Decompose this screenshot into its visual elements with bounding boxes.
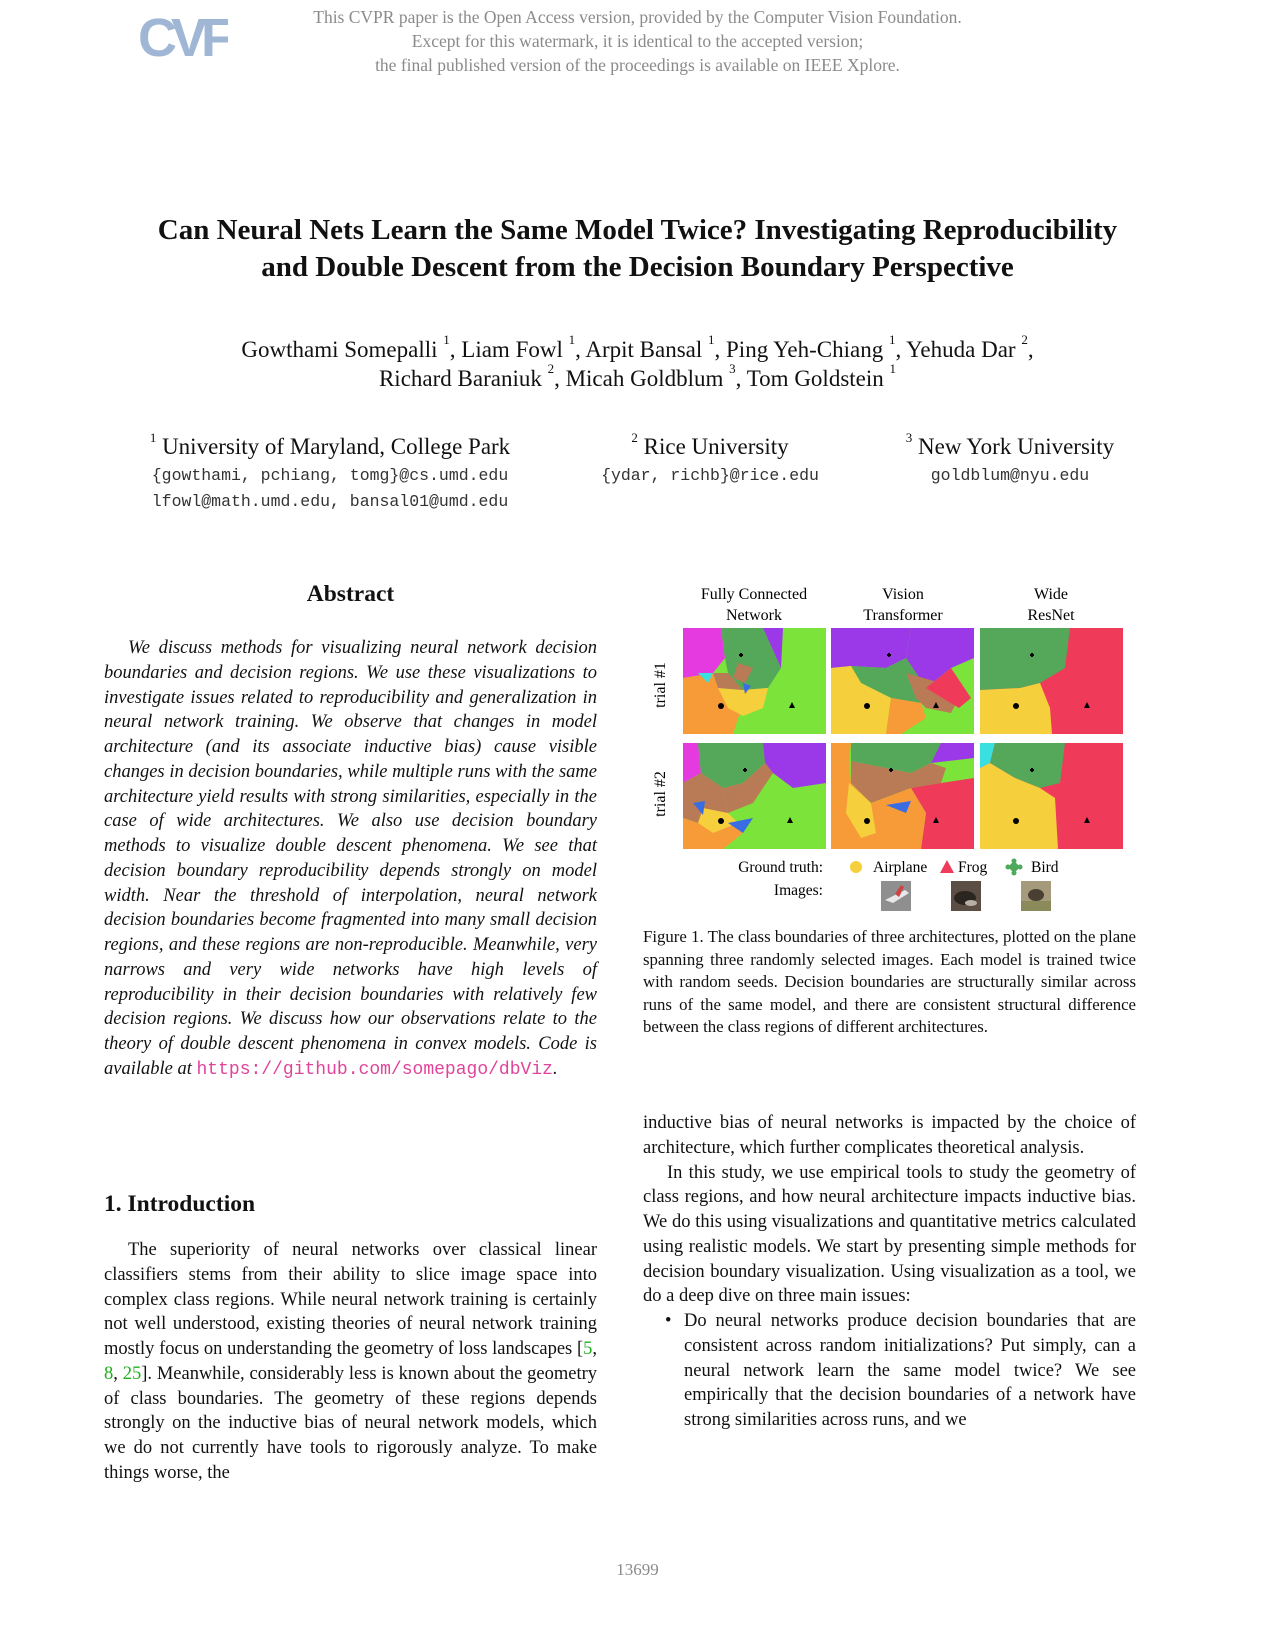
- airplane-thumbnail: [881, 881, 911, 911]
- bullet-mark: •: [665, 1311, 672, 1331]
- decision-region-panel: [980, 628, 1123, 734]
- figure-1: [643, 585, 1143, 915]
- column-header-line: Network: [726, 607, 782, 624]
- email: goldblum@nyu.edu: [930, 466, 1090, 485]
- frog-thumbnail: [951, 881, 981, 911]
- title-line: Can Neural Nets Learn the Same Model Twice? Investigating Reproducibility: [157, 214, 1118, 246]
- decision-region-panel: [683, 628, 826, 734]
- author-line: [60, 361, 1215, 393]
- legend-marker-bird: [1006, 859, 1023, 876]
- page-number: 13699: [616, 1560, 659, 1579]
- column-header-line: ResNet: [1027, 607, 1075, 624]
- images-label: Images:: [773, 882, 823, 899]
- affiliation-name: University of Maryland, College Park: [162, 434, 511, 459]
- decision-region-panel: [980, 743, 1123, 849]
- paragraph: In this study, we use empirical tools to study the geometry of class regions, and how neural architecture impacts inductive bias. We do this using visualizations and quantitative metrics calculated using realistic models. We start by presenting simple methods for decision boundary visualization. Using visualization as a tool, we do a deep dive on three main issues:: [643, 1162, 1136, 1307]
- figure-caption: Figure 1. The class boundaries of three architectures, plotted on the plane spanning three randomly selected images. Each model is trained twice with random seeds. Decision boundaries are structurally similar across runs of the same model, and there are consistent structural difference between the class regions of different architectures.: [643, 927, 1136, 1036]
- paper-title: [60, 212, 1215, 286]
- code-link[interactable]: https://github.com/somepago/dbViz: [196, 1059, 553, 1080]
- author: Richard Baraniuk $^2$,: [378, 361, 566, 391]
- legend-item: Frog: [958, 859, 988, 876]
- legend-label: Ground truth:: [738, 859, 823, 876]
- email: lfowl@math.umd.edu, bansal01@umd.edu: [151, 492, 509, 511]
- legend-item: Airplane: [873, 859, 928, 876]
- author: Micah Goldblum $^3$,: [565, 361, 747, 391]
- decision-region-panel: [683, 743, 826, 849]
- column-header-line: Vision: [882, 586, 924, 603]
- citation-link[interactable]: 5: [583, 1339, 593, 1359]
- row-label-trial-1: trial #1: [652, 662, 669, 708]
- citation-link[interactable]: 8: [104, 1363, 114, 1384]
- email: {ydar, richb}@rice.edu: [601, 466, 819, 485]
- author: Arpit Bansal $^1$,: [585, 332, 727, 362]
- citation-link[interactable]: 25: [122, 1363, 142, 1384]
- section-heading: 1. Introduction: [104, 1191, 256, 1217]
- author-line: [60, 332, 1215, 364]
- affiliation-name: New York University: [918, 434, 1115, 459]
- row-label-trial-2: trial #2: [652, 771, 669, 817]
- bullet-item: • Do neural networks produce decision boundaries that are consistent across random initializations? Put simply, can a neural network learn the same model twice? We see empirically that the decision boundaries of a network have strong similarities across runs, and we: [665, 1311, 1136, 1430]
- affiliation-name: Rice University: [643, 434, 789, 459]
- title-line: and Double Descent from the Decision Boundary Perspective: [261, 251, 1014, 283]
- legend-marker-airplane: [850, 861, 862, 873]
- abstract-text: We discuss methods for visualizing neural network decision boundaries and decision regions. We use these visualizations to investigate issues related to reproducibility and generalization in neural network training. We observe that changes in model architecture (and its associate inductive bias) cause visible changes in decision boundaries, while multiple runs with the same architecture yield results with strong similarities, especially in the case of wide architectures. We also use decision boundary methods to visualize double descent phenomena. We see that decision boundary reproducibility depends strongly on model width. Near the threshold of interpolation, neural network decision boundaries become fragmented into many small decision regions, and these regions are non-reproducible. Meanwhile, very narrows and very wide networks have high levels of reproducibility in their decision boundaries with relatively few decision regions. We discuss how our observations relate to the theory of double descent phenomena in convex models. Code is available at https://github.com/somepago/dbViz.: [104, 638, 597, 1080]
- right-column-text: [643, 1111, 1136, 1433]
- column-header-line: Fully Connected: [700, 586, 808, 603]
- intro-paragraph: The superiority of neural networks over classical linear classifiers stems from their ability to slice image space into complex class regions. While neural network training is certainly not well understood, existing theories of neural network training mostly focus on understanding the geometry of loss landscapes [5, 8, 25]. Meanwhile, considerably less is known about the geometry of class boundaries. The geometry of these regions depends strongly on the inductive bias of neural network models, which we do not currently have tools to rigorously analyze. To make things worse, the: [104, 1240, 597, 1483]
- watermark-line: the final published version of the proceedings is available on IEEE Xplore.: [375, 55, 900, 75]
- author-list: [60, 332, 1215, 393]
- column-header: [701, 586, 1075, 624]
- column-header-line: Wide: [1033, 586, 1069, 603]
- author: Yehuda Dar $^2$,: [906, 332, 1034, 362]
- open-access-watermark: [0, 5, 1275, 77]
- legend-item: Bird: [1031, 859, 1059, 876]
- column-header-line: Transformer: [863, 607, 943, 624]
- affiliation-umd: $^1$ University of Maryland, College Park {gowthami, pchiang, tomg}@cs.umd.edu lfowl@math.umd.edu, bansal01@umd.edu: [120, 433, 540, 514]
- email: {gowthami, pchiang, tomg}@cs.umd.edu: [151, 466, 509, 485]
- legend-marker-frog: [940, 860, 954, 873]
- abstract-heading: Abstract: [306, 581, 395, 607]
- affiliation-rice: $^2$ Rice University {ydar, richb}@rice.edu: [560, 433, 860, 490]
- paragraph: inductive bias of neural networks is impacted by the choice of architecture, which further complicates theoretical analysis.: [643, 1113, 1136, 1158]
- decision-region-panel: [831, 628, 974, 734]
- affiliation-nyu: $^3$ New York University goldblum@nyu.edu: [860, 433, 1160, 490]
- bird-thumbnail: [1021, 881, 1051, 911]
- cvf-logo-text: CVF: [138, 10, 228, 68]
- author: Liam Fowl $^1$,: [461, 332, 586, 362]
- author: Gowthami Somepalli $^1$,: [241, 332, 462, 362]
- watermark-line: This CVPR paper is the Open Access version, provided by the Computer Vision Foundation.: [313, 7, 962, 27]
- decision-region-panel: [831, 743, 974, 849]
- author: Tom Goldstein $^1$: [746, 361, 897, 391]
- watermark-line: Except for this watermark, it is identical to the accepted version;: [411, 31, 864, 51]
- author: Ping Yeh-Chiang $^1$,: [726, 332, 907, 362]
